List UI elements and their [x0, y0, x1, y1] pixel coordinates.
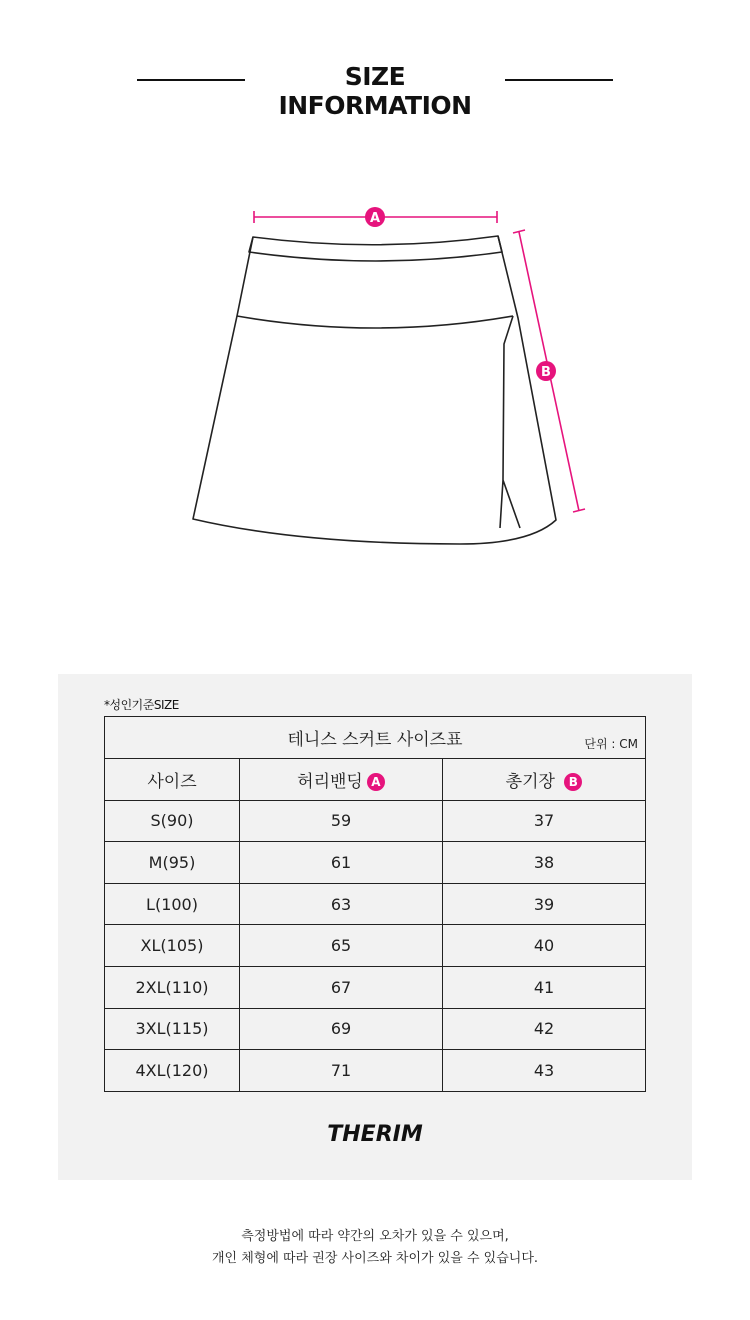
waist-cell: 65 [240, 925, 443, 967]
table-title: 테니스 스커트 사이즈표 [287, 730, 463, 750]
length-cell: 43 [443, 1050, 646, 1092]
header-rule-left [137, 79, 245, 81]
disclaimer [0, 1226, 750, 1270]
length-badge: B [564, 773, 582, 791]
skirt-slit [500, 316, 520, 528]
size-cell: XL(105) [105, 925, 240, 967]
size-cell: S(90) [105, 800, 240, 842]
length-cell: 37 [443, 800, 646, 842]
waist-cell: 69 [240, 1008, 443, 1050]
waist-cell: 59 [240, 800, 443, 842]
disclaimer-line-1: 측정방법에 따라 약간의 오차가 있을 수 있으며, [241, 1229, 509, 1244]
measure-b-badge [536, 361, 556, 381]
col-header-size: 사이즈 [105, 759, 240, 801]
table-caption [105, 717, 646, 759]
size-cell: M(95) [105, 842, 240, 884]
table-row [105, 925, 646, 967]
svg-text:A: A [369, 211, 381, 226]
length-cell: 42 [443, 1008, 646, 1050]
size-basis-note: *성인기준SIZE [104, 698, 179, 712]
waist-badge: A [367, 773, 385, 791]
length-cell: 40 [443, 925, 646, 967]
col-header-waist: 허리밴딩 A [240, 759, 443, 801]
table-row [105, 800, 646, 842]
col-header-length: 총기장 B [443, 759, 646, 801]
size-table [104, 716, 646, 1092]
table-row [105, 1050, 646, 1092]
brand-logo: THERIM [327, 1122, 423, 1147]
length-cell: 39 [443, 883, 646, 925]
skirt-waistband-bottom [237, 316, 513, 328]
size-cell: 3XL(115) [105, 1008, 240, 1050]
size-cell: L(100) [105, 883, 240, 925]
length-cell: 41 [443, 966, 646, 1008]
table-row [105, 1008, 646, 1050]
size-cell: 2XL(110) [105, 966, 240, 1008]
waist-cell: 67 [240, 966, 443, 1008]
page-title: SIZE INFORMATION [278, 62, 472, 120]
length-cell: 38 [443, 842, 646, 884]
waist-cell: 63 [240, 883, 443, 925]
measure-a-badge [365, 207, 385, 227]
waist-cell: 61 [240, 842, 443, 884]
table-row [105, 883, 646, 925]
header-rule-right [505, 79, 613, 81]
unit-label: 단위 : CM [584, 737, 638, 751]
section-header [0, 62, 750, 120]
table-row [105, 842, 646, 884]
waist-cell: 71 [240, 1050, 443, 1092]
svg-text:B: B [541, 365, 551, 380]
skirt-diagram [0, 190, 750, 560]
table-row [105, 966, 646, 1008]
disclaimer-line-2: 개인 체형에 따라 권장 사이즈와 차이가 있을 수 있습니다. [211, 1251, 539, 1266]
table-header-row [105, 759, 646, 801]
size-cell: 4XL(120) [105, 1050, 240, 1092]
